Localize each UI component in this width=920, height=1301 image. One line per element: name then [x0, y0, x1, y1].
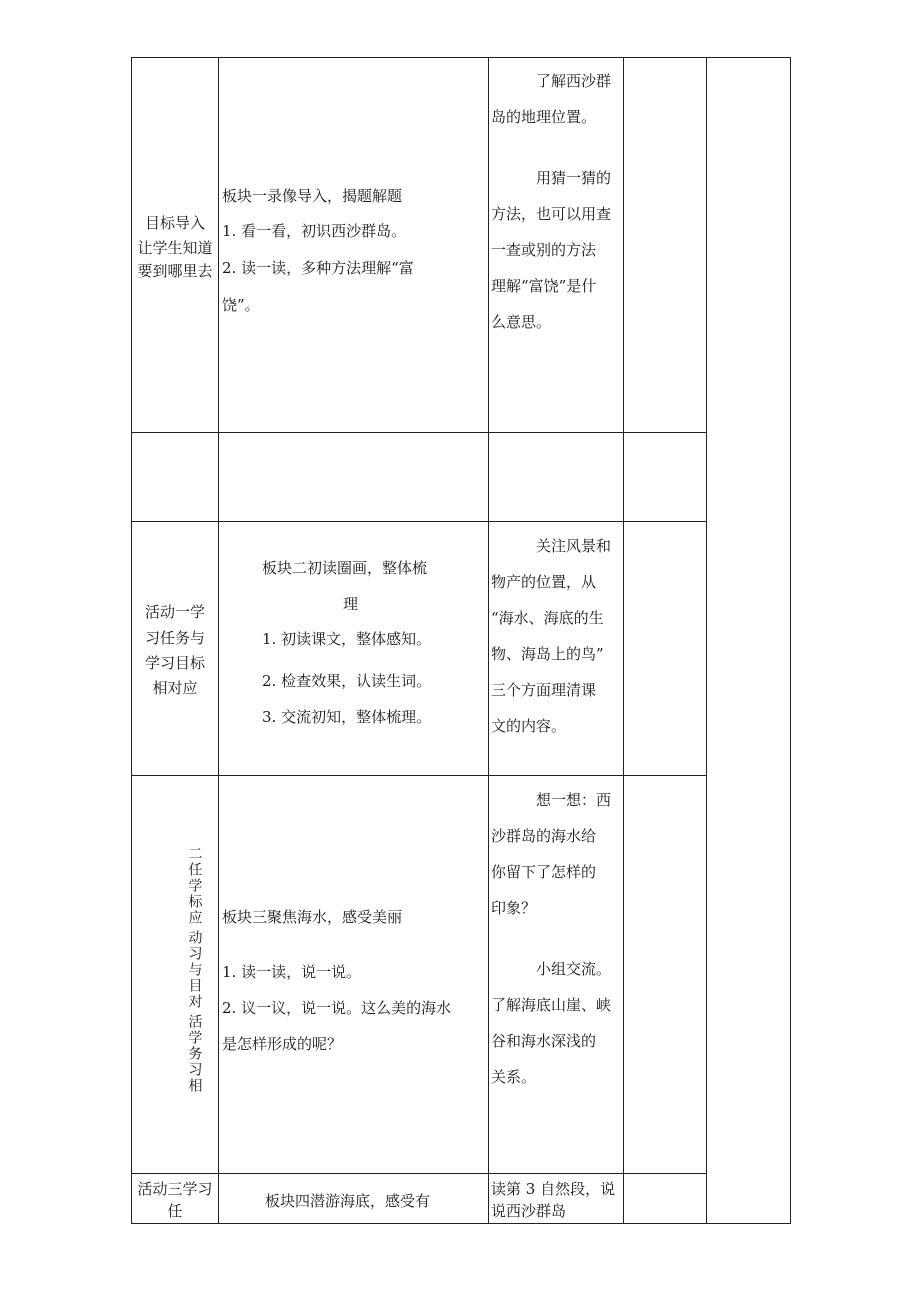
row3-stage-line-2: 习任务与: [144, 629, 205, 647]
row1-activity-line-3: 2. 读一读，多种方法理解“富: [222, 259, 414, 277]
col-border-2: [488, 57, 489, 1224]
row4-note-a-3: 你留下了怎样的: [491, 863, 597, 881]
col-border-4: [706, 57, 707, 1224]
row1-activity-line-1: 板块一录像导入，揭题解题: [222, 187, 403, 205]
row3-note-3: “海水、海底的生: [491, 609, 604, 627]
row1-note-a-1: 了解西沙群: [536, 72, 612, 90]
row1-activity-line-4: 饶”。: [222, 296, 260, 314]
row3-activity-line-1: 板块二初读圈画，整体梳: [262, 559, 428, 577]
row1-note-a-2: 岛的地理位置。: [491, 108, 597, 126]
row1-stage-title: 目标导入: [144, 214, 205, 232]
row4-stage-vertical-text-3: 活学务习相: [186, 1014, 203, 1094]
row3-note-5: 三个方面理清课: [491, 681, 597, 699]
col-border-5: [790, 57, 791, 1224]
row4-note-b-3: 谷和海水深浅的: [491, 1032, 597, 1050]
row3-note-4: 物、海岛上的鸟”: [491, 645, 604, 663]
row-border-top: [131, 57, 791, 58]
row1-stage-line-1: 让学生知道: [137, 239, 213, 257]
row4-stage-vertical-col-1: [186, 846, 202, 926]
row4-note-a-1: 想一想：西: [536, 791, 612, 809]
row3-stage-line-4: 相对应: [152, 679, 198, 697]
row1-note-b-5: 么意思。: [491, 313, 552, 331]
row4-activity-line-2: 1. 读一读，说一说。: [222, 963, 362, 981]
row4-stage-vertical-col-2: [186, 930, 202, 1010]
row4-stage-vertical-col-3: [186, 1014, 202, 1094]
row3-note-6: 文的内容。: [491, 717, 567, 735]
row5-note-1: 读第 3 自然段，说: [491, 1180, 616, 1198]
row4-activity-line-3: 2. 议一议，说一说。这么美的海水: [222, 999, 452, 1017]
row4-note-a-2: 沙群岛的海水给: [491, 827, 597, 845]
row4-note-b-4: 关系。: [491, 1068, 537, 1086]
row3-note-1: 关注风景和: [536, 537, 612, 555]
row1-stage-line-2: 要到哪里去: [137, 262, 213, 280]
row5-activity-line-1: 板块四潜游海底，感受有: [265, 1192, 431, 1210]
row4-note-b-2: 了解海底山崖、峡: [491, 996, 612, 1014]
row5-stage-line-1: 活动三学习: [137, 1180, 213, 1198]
row5-note-2: 说西沙群岛: [491, 1202, 567, 1220]
row1-activity-line-2: 1. 看一看，初识西沙群岛。: [222, 222, 407, 240]
row3-activity-line-5: 3. 交流初知，整体梳理。: [262, 708, 432, 726]
row4-stage-vertical-text-1: 二任学标应: [186, 846, 203, 926]
row3-stage-line-3: 学习目标: [144, 654, 205, 672]
row4-activity-line-4: 是怎样形成的呢？: [222, 1035, 343, 1053]
col-border-3: [623, 57, 624, 1224]
row4-note-b-1: 小组交流。: [536, 960, 612, 978]
row-border-bottom: [131, 1223, 791, 1224]
row3-stage-line-1: 活动一学: [144, 603, 205, 621]
row4-stage-vertical-text-2: 动习与目对: [186, 930, 203, 1010]
row1-note-b-2: 方法，也可以用查: [491, 205, 612, 223]
row1-note-b-1: 用猜一猜的: [536, 169, 612, 187]
row1-note-b-4: 理解“富饶”是什: [491, 277, 597, 295]
row4-note-a-4: 印象？: [491, 899, 537, 917]
row5-stage-line-2: 任: [167, 1202, 183, 1220]
row4-activity-line-1: 板块三聚焦海水，感受美丽: [222, 908, 403, 926]
row3-activity-line-2: 理: [343, 595, 359, 613]
row3-activity-line-3: 1. 初读课文，整体感知。: [262, 630, 432, 648]
row3-note-2: 物产的位置，从: [491, 573, 597, 591]
row3-activity-line-4: 2. 检查效果，认读生词。: [262, 672, 432, 690]
row1-note-b-3: 一查或别的方法: [491, 241, 597, 259]
